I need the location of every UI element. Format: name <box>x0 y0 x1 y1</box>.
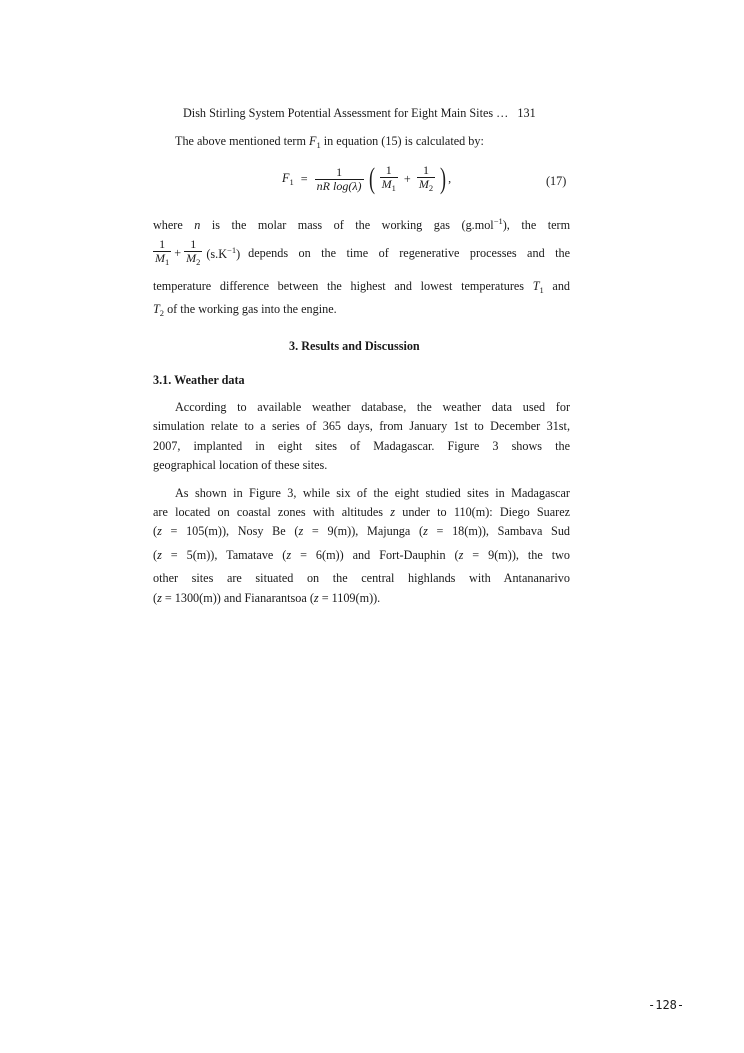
where-line-2: $\frac{1}{M_1}$ + $\frac{1}{M_2}$ $(s.K^{-1})$ depends on the time of regenerative processes and the <box>155 237 570 267</box>
text-segment: ( <box>153 524 158 538</box>
math-variable-z: z <box>157 524 162 538</box>
intro-line: The above mentioned term $F_1$ in equation (15) is calculated by: <box>175 134 484 150</box>
text-segment: = 1109(m)). <box>318 591 381 605</box>
math-variable-z: z <box>313 591 319 605</box>
where-line-1: where n is the molar mass of the working gas (g.mol$^{-1}$), the term <box>153 216 571 232</box>
text-segment: = 9(m)), the two <box>463 548 571 562</box>
term-fraction-m1: $\frac{1}{M_1}$ <box>155 237 170 267</box>
para2-line-6 <box>153 591 380 606</box>
section-heading: 3. Results and Discussion <box>289 339 420 353</box>
para2-line-3 <box>153 524 570 539</box>
footer-page-label: -128- <box>648 998 685 1012</box>
equation-17: $F_1$ = $\frac{1}{\text{nR log(λ)}}$ ( $\frac{1}{M_1}$ + $\frac{1}{M_2}$ ) , <box>282 162 452 195</box>
text-segment: = 9(m)), Majunga ( <box>303 524 424 538</box>
where-line-4: $T_2$ of the working gas into the engine. <box>153 302 337 318</box>
term-fraction-m2: $\frac{1}{M_2}$ <box>186 237 201 267</box>
where-line-3: temperature difference between the highest and lowest temperatures $T_1$ and <box>153 279 571 295</box>
text-segment: ( <box>153 591 158 605</box>
text-segment: = 6(m)) and Fort-Dauphin ( <box>291 548 459 562</box>
text-segment: = 18(m)), Sambava Sud <box>427 524 571 538</box>
running-title: Dish Stirling System Potential Assessment for Eight Main Sites … <box>183 106 509 120</box>
equation-label: (17) <box>546 174 567 188</box>
para2-line-1: As shown in Figure 3, while six of the eight studied sites in Madagascar <box>175 486 570 500</box>
running-header <box>183 106 536 121</box>
math-variable-z: z <box>157 548 162 562</box>
para2-line-4 <box>153 548 570 563</box>
equation-fraction-m1: $\frac{1}{M_1}$ <box>381 162 396 193</box>
equation-fraction-m2: $\frac{1}{M_2}$ <box>418 162 434 193</box>
para1-line-2: simulation relate to a series of 365 days, from January 1st to December 31st, <box>153 419 570 433</box>
equation-main-fraction: $\frac{1}{\text{nR log(λ)}}$ <box>316 164 362 193</box>
para1-line-4: geographical location of these sites. <box>153 458 328 472</box>
para2-line-2: are located on coastal zones with altitudes z under to 110(m): Diego Suarez <box>153 505 571 519</box>
math-variable-z: z <box>423 524 428 538</box>
para1-line-1: According to available weather database, the weather data used for <box>175 400 570 414</box>
header-page-number: 131 <box>517 106 536 120</box>
para1-line-3: 2007, implanted in eight sites of Madagascar. Figure 3 shows the <box>153 439 570 453</box>
subsection-heading: 3.1. Weather data <box>153 373 245 387</box>
para2-line-5: other sites are situated on the central highlands with Antananarivo <box>153 571 570 585</box>
text-segment: = 105(m)), Nosy Be ( <box>161 524 299 538</box>
text-segment: = 1300(m)) and Fianarantsoa ( <box>161 591 314 605</box>
text-segment: ( <box>153 548 158 562</box>
math-variable-z: z <box>157 591 162 605</box>
math-variable-z: z <box>458 548 464 562</box>
text-segment: = 5(m)), Tamatave ( <box>161 548 287 562</box>
math-variable-z: z <box>298 524 304 538</box>
math-variable-z: z <box>286 548 292 562</box>
